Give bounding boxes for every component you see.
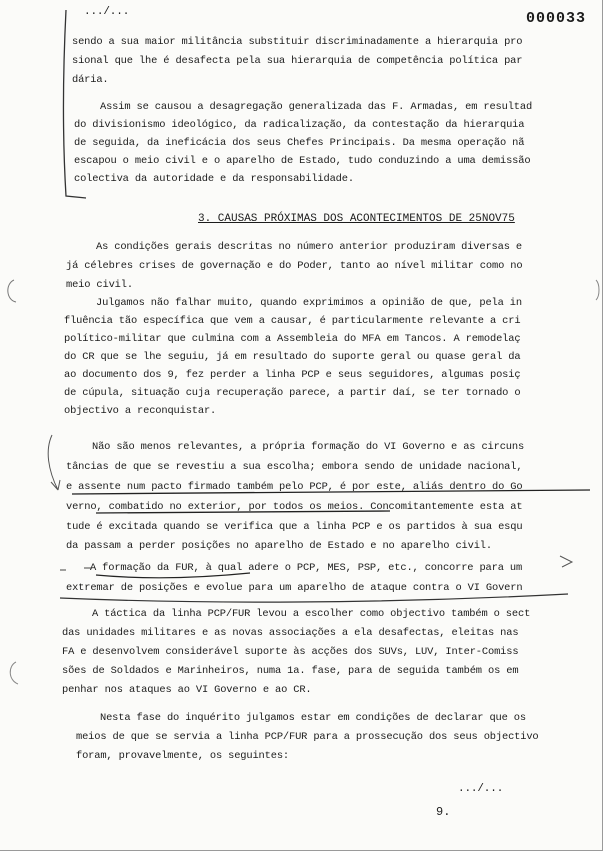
text-line: de seguida, da ineficácia dos seus Chefes Principais. Da mesma operação nã	[74, 137, 525, 149]
footer-continuation-marker: .../...	[458, 783, 504, 795]
text-line: do CR que se lhe seguiu, já em resultado do suporte geral ou quase geral da	[64, 351, 521, 363]
text-line: de cúpula, situação cuja recuperação parece, a partir daí, se ter tornado o	[64, 387, 521, 399]
margin-bracket-mark	[63, 10, 86, 198]
text-line: foram, provavelmente, os seguintes:	[76, 750, 289, 762]
text-line: colectiva da autoridade e da responsabilidade.	[74, 173, 354, 185]
document-number: 000033	[525, 10, 586, 27]
text-line: das unidades militares e as novas associações a ela desafectas, eleitas nas	[62, 627, 519, 639]
text-line: tude é excitada quando se verifica que a linha PCP e os partidos à sua esqu	[66, 521, 523, 533]
text-line: objectivo a reconquistar.	[64, 405, 217, 417]
text-line: do divisionismo ideológico, da radicalização, da contestação da hierarquia	[74, 119, 525, 131]
underline-mark	[96, 573, 250, 578]
header-continuation-marker: .../...	[84, 6, 130, 18]
margin-arrow-mark	[48, 435, 60, 490]
text-line: Nesta fase do inquérito julgamos estar em condições de declarar que os	[100, 712, 526, 724]
text-line: sional que lhe é desafecta pela sua hierarquia de competência política par	[72, 55, 523, 67]
text-line: A táctica da linha PCP/FUR levou a escolher como objectivo também o sect	[92, 608, 531, 620]
text-line: da passam a perder posições no aparelho de Estado e no aparelho civil.	[66, 540, 492, 552]
text-line: sões de Soldados e Marinheiros, numa 1a. fase, para de seguida também os em	[62, 665, 519, 677]
text-line: sendo a sua maior militância substituir discriminadamente a hierarquia pro	[72, 36, 523, 48]
text-line: As condições gerais descritas no número anterior produziram diversas e	[96, 241, 522, 253]
section-heading: 3. CAUSAS PRÓXIMAS DOS ACONTECIMENTOS DE 25NOV75	[198, 213, 515, 225]
text-line: político-militar que culmina com a Assembleia do MFA em Tancos. A remodelaç	[64, 333, 521, 345]
text-line: escapou o meio civil e o aparelho de Estado, tudo conduzindo a uma demissão	[74, 155, 531, 167]
text-line: tâncias de que se revestiu a sua escolha; embora sendo de unidade nacional,	[66, 461, 523, 473]
text-line: fluência tão específica que vem a causar, é particularmente relevante a cri	[64, 315, 521, 327]
underline-mark	[60, 594, 568, 602]
text-line: e assente num pacto firmado também pelo PCP, é por este, aliás dentro do Go	[66, 481, 523, 493]
text-line: Assim se causou a desagregação generalizada das F. Armadas, em resultad	[100, 101, 533, 113]
text-line: extremar de posições e evolue para um aparelho de ataque contra o VI Govern	[66, 582, 523, 594]
text-line: ao documento dos 9, fez perder a linha PCP e seus seguidores, algumas posiç	[64, 369, 521, 381]
text-line: penhar nos ataques ao VI Governo e ao CR.	[62, 684, 312, 696]
text-line: FA e desenvolvem considerável suporte às acções dos SUVs, LUV, Inter-Comiss	[62, 646, 519, 658]
text-line: verno, combatido no exterior, por todos os meios. Concomitantemente esta at	[66, 501, 523, 513]
page-number: 9.	[436, 805, 451, 819]
punch-hole-mark	[10, 662, 18, 684]
text-line: meios de que se servia a linha PCP/FUR para a prossecução dos seus objectivo	[76, 731, 539, 743]
text-line: dária.	[72, 74, 109, 86]
text-line: Julgamos não falhar muito, quando exprimimos a opinião de que, pela in	[96, 297, 522, 309]
underline-mark	[96, 511, 390, 513]
text-line: A formação da FUR, à qual adere o PCP, MES, PSP, etc., concorre para um	[90, 562, 523, 574]
punch-hole-mark	[596, 280, 599, 300]
margin-dash-mark	[60, 568, 92, 570]
text-line: meio civil.	[66, 279, 133, 291]
punch-hole-mark	[8, 280, 16, 302]
text-line: já célebres crises de governação e do Poder, tanto ao nível militar como no	[66, 260, 523, 272]
underline-mark	[72, 490, 590, 494]
text-line: Não são menos relevantes, a própria formação do VI Governo e as circuns	[92, 441, 525, 453]
margin-arrow-mark	[560, 556, 572, 567]
